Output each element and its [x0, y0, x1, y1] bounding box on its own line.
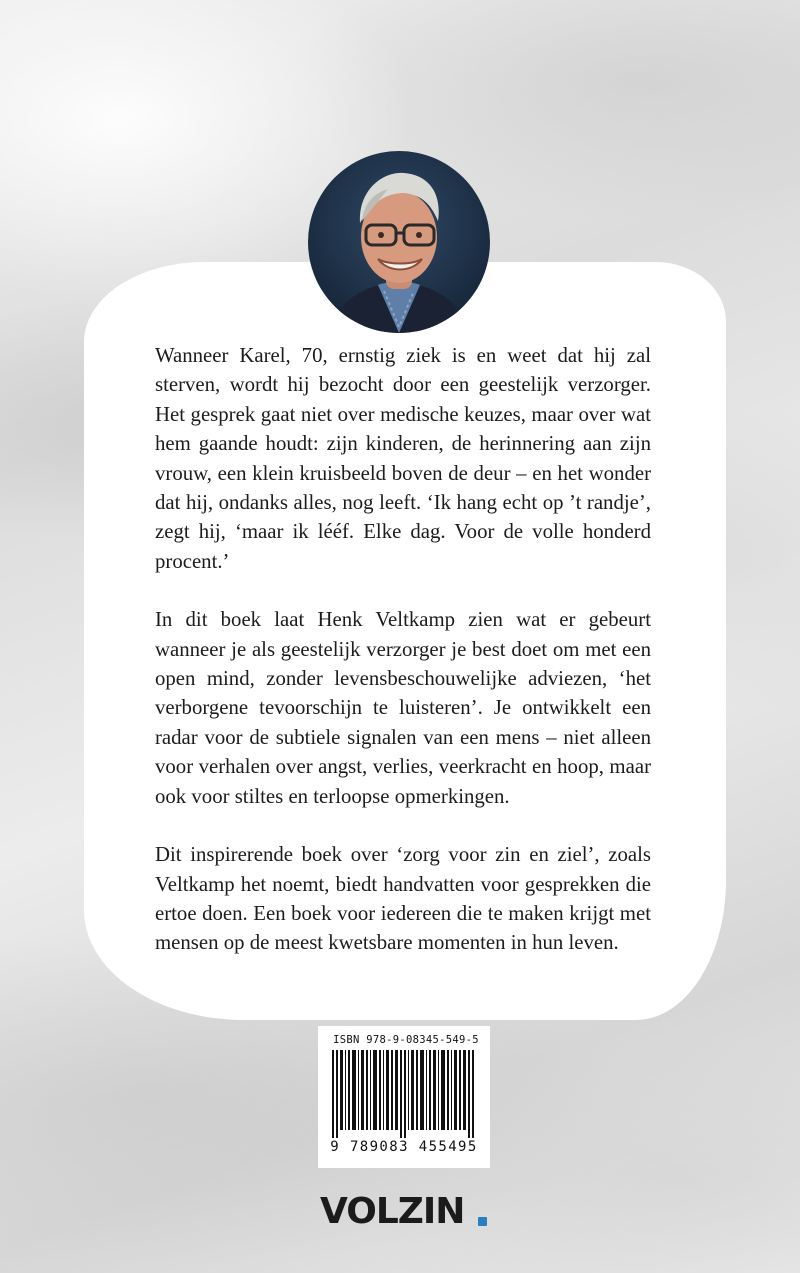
- description-paragraph-1: Wanneer Karel, 70, ernstig ziek is en weet dat hij zal sterven, wordt hij bezocht door een geestelijk verzorger. Het gesprek gaat niet over medische keuzes, maar over wat hem gaande houdt: zijn kinderen, de herinnering aan zijn vrouw, een klein kruisbeeld boven de deur – en het wonder dat hij, ondanks alles, nog leeft. ‘Ik hang echt op ’t randje’, zegt hij, ‘maar ik lééf. Elke dag. Voor de volle honderd procent.’: [155, 344, 651, 573]
- publisher-logo: [320, 1190, 490, 1234]
- isbn-digits: 9 789083 455495: [330, 1139, 478, 1155]
- description-paragraph-3: Dit inspirerende boek over ‘zorg voor zin en ziel’, zoals Veltkamp het noemt, biedt handvatten voor gesprekken die ertoe doen. Een boek voor iedereen die te maken krijgt met mensen op de meest kwetsbare momenten in hun leven.: [155, 843, 651, 955]
- barcode-icon: [332, 1050, 476, 1138]
- logo-dot-icon: [478, 1217, 487, 1226]
- author-photo-icon: [308, 151, 490, 333]
- author-portrait: [308, 151, 490, 333]
- back-cover-description: [155, 341, 651, 987]
- isbn-label: ISBN 978-9-08345-549-5: [333, 1034, 479, 1046]
- description-paragraph-2: In dit boek laat Henk Veltkamp zien wat er gebeurt wanneer je als geestelijk verzorger je best doet om met een open mind, zonder levensbeschouwelijke adviezen, ‘het verborgene tevoorschijn te luisteren’. Je ontwikkelt een radar voor de subtiele signalen van een mens – niet alleen voor verhalen over angst, verlies, veerkracht en hoop, maar ook voor stiltes en terloopse opmerkingen.: [155, 608, 651, 808]
- publisher-name: VOLZIN: [320, 1191, 465, 1232]
- isbn-barcode-block: [318, 1026, 490, 1168]
